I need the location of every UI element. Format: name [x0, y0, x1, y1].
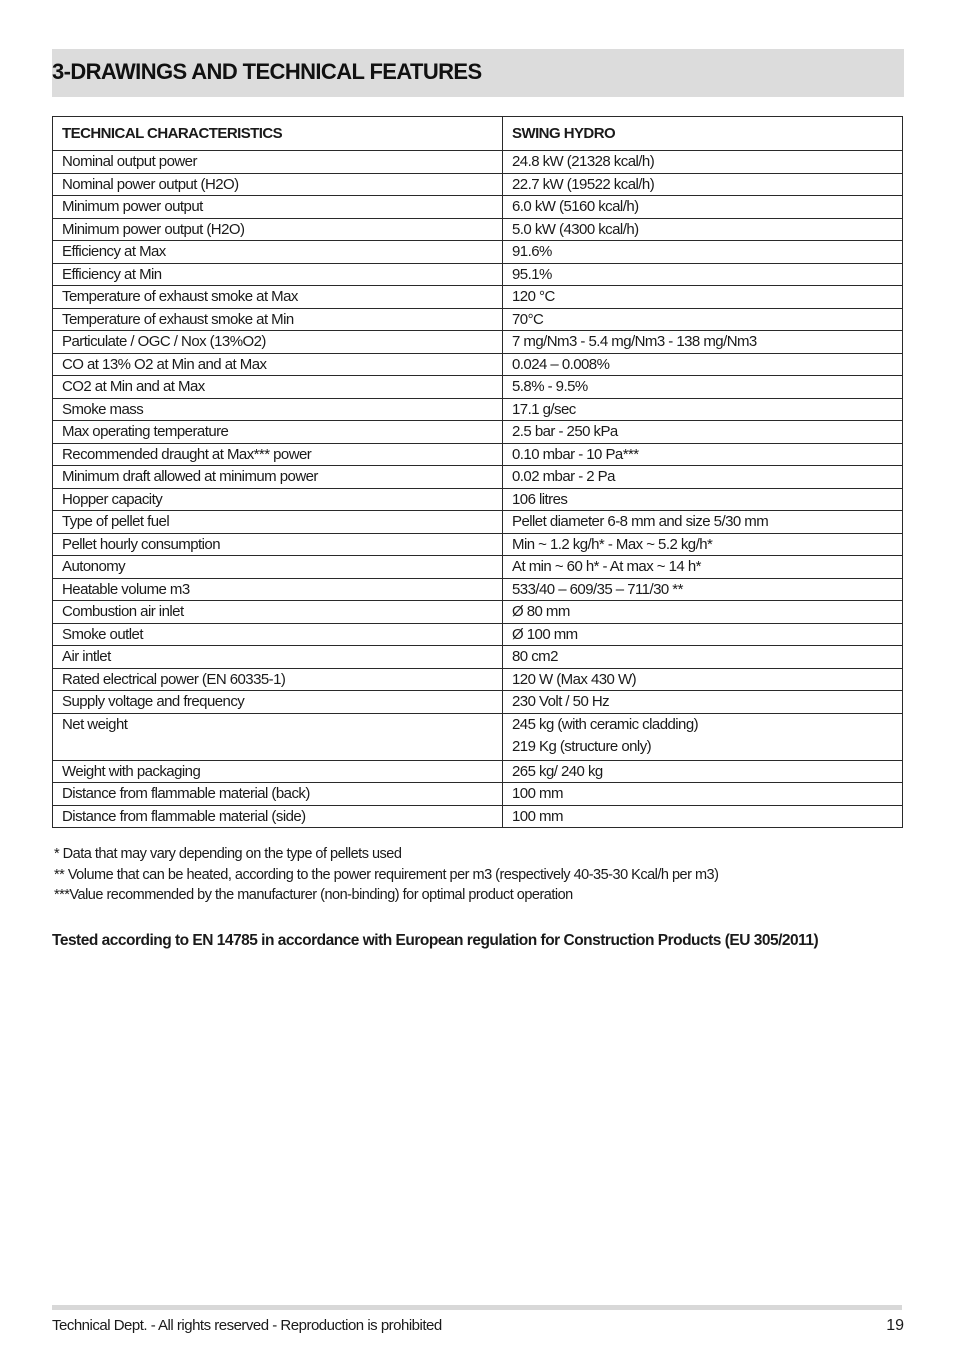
characteristic-label: CO at 13% O2 at Min and at Max [53, 353, 503, 376]
characteristic-value [503, 713, 903, 760]
section-title: 3-DRAWINGS AND TECHNICAL FEATURES [52, 59, 482, 84]
characteristic-label: Minimum power output [53, 196, 503, 219]
characteristic-value: Pellet diameter 6-8 mm and size 5/30 mm [503, 511, 903, 534]
characteristic-label: Minimum power output (H2O) [53, 218, 503, 241]
characteristic-value: Ø 80 mm [503, 601, 903, 624]
characteristic-value: 7 mg/Nm3 - 5.4 mg/Nm3 - 138 mg/Nm3 [503, 331, 903, 354]
characteristic-label: Temperature of exhaust smoke at Min [53, 308, 503, 331]
characteristic-label: Supply voltage and frequency [53, 691, 503, 714]
table-row [53, 331, 903, 354]
characteristic-value: 5.0 kW (4300 kcal/h) [503, 218, 903, 241]
technical-characteristics-table [52, 116, 903, 828]
table-row [53, 623, 903, 646]
characteristic-label: Weight with packaging [53, 760, 503, 783]
characteristic-label: Pellet hourly consumption [53, 533, 503, 556]
characteristic-value: 22.7 kW (19522 kcal/h) [503, 173, 903, 196]
characteristic-label: Max operating temperature [53, 421, 503, 444]
table-row [53, 713, 903, 760]
characteristic-label: Minimum draft allowed at minimum power [53, 466, 503, 489]
characteristic-label: Efficiency at Max [53, 241, 503, 264]
table-row [53, 646, 903, 669]
table-row [53, 173, 903, 196]
table-row [53, 376, 903, 399]
table-header-row [53, 117, 903, 151]
characteristic-value: 265 kg/ 240 kg [503, 760, 903, 783]
characteristic-value: 100 mm [503, 805, 903, 828]
table-row [53, 398, 903, 421]
characteristic-value: 0.024 – 0.008% [503, 353, 903, 376]
table-row [53, 556, 903, 579]
table-row [53, 760, 903, 783]
table-row [53, 578, 903, 601]
characteristic-value: 80 cm2 [503, 646, 903, 669]
footnote-pellet-data: * Data that may vary depending on the type of pellets used [54, 846, 402, 862]
characteristic-value: 2.5 bar - 250 kPa [503, 421, 903, 444]
table-row [53, 668, 903, 691]
table-row [53, 805, 903, 828]
characteristic-value: Min ~ 1.2 kg/h* - Max ~ 5.2 kg/h* [503, 533, 903, 556]
characteristic-label: Temperature of exhaust smoke at Max [53, 286, 503, 309]
table-body [53, 151, 903, 828]
table-row [53, 488, 903, 511]
characteristic-label: Distance from flammable material (side) [53, 805, 503, 828]
footnote-recommended-value: ***Value recommended by the manufacturer (non-binding) for optimal product operation [54, 887, 573, 903]
characteristic-value: 91.6% [503, 241, 903, 264]
table-row [53, 241, 903, 264]
characteristic-value: 5.8% - 9.5% [503, 376, 903, 399]
characteristic-value: 17.1 g/sec [503, 398, 903, 421]
value-line: 219 Kg (structure only) [512, 737, 652, 755]
characteristic-value: 95.1% [503, 263, 903, 286]
characteristic-value: 106 litres [503, 488, 903, 511]
table-row [53, 353, 903, 376]
characteristic-label: Nominal power output (H2O) [53, 173, 503, 196]
table-row [53, 218, 903, 241]
characteristic-label: Rated electrical power (EN 60335-1) [53, 668, 503, 691]
table-row [53, 421, 903, 444]
characteristic-label: Combustion air inlet [53, 601, 503, 624]
characteristic-value: Ø 100 mm [503, 623, 903, 646]
table-row [53, 196, 903, 219]
characteristic-label: Smoke outlet [53, 623, 503, 646]
tested-statement: Tested according to EN 14785 in accordance with European regulation for Construction Products (EU 305/2011) [52, 932, 819, 949]
table-row [53, 286, 903, 309]
table-row [53, 691, 903, 714]
characteristic-value: 6.0 kW (5160 kcal/h) [503, 196, 903, 219]
characteristic-label: Type of pellet fuel [53, 511, 503, 534]
table-row [53, 263, 903, 286]
section-header-band [52, 49, 904, 97]
value-line: 245 kg (with ceramic cladding) [512, 715, 699, 733]
footer-copyright: Technical Dept. - All rights reserved - Reproduction is prohibited [52, 1317, 442, 1334]
column-header-model: SWING HYDRO [503, 117, 903, 151]
table-row [53, 308, 903, 331]
footnote-heatable-volume: ** Volume that can be heated, according to the power requirement per m3 (respectively 40-35-30 Kcal/h per m3) [54, 867, 719, 883]
characteristic-label: Smoke mass [53, 398, 503, 421]
characteristic-value: 24.8 kW (21328 kcal/h) [503, 151, 903, 174]
table-row [53, 511, 903, 534]
characteristic-value: 120 °C [503, 286, 903, 309]
characteristic-label: Heatable volume m3 [53, 578, 503, 601]
characteristic-label: Hopper capacity [53, 488, 503, 511]
table-row [53, 443, 903, 466]
characteristic-label: Distance from flammable material (back) [53, 783, 503, 806]
characteristic-value: 230 Volt / 50 Hz [503, 691, 903, 714]
characteristic-label: Air intlet [53, 646, 503, 669]
characteristic-label: Net weight [53, 713, 503, 760]
characteristic-label: Nominal output power [53, 151, 503, 174]
table-row [53, 466, 903, 489]
characteristic-label: CO2 at Min and at Max [53, 376, 503, 399]
table-row [53, 151, 903, 174]
characteristic-value: 120 W (Max 430 W) [503, 668, 903, 691]
characteristic-value: 70°C [503, 308, 903, 331]
characteristic-value: 533/40 – 609/35 – 711/30 ** [503, 578, 903, 601]
characteristic-label: Particulate / OGC / Nox (13%O2) [53, 331, 503, 354]
page-number: 19 [886, 1317, 904, 1334]
footer-divider [52, 1305, 902, 1310]
table-row [53, 533, 903, 556]
characteristic-value: 0.02 mbar - 2 Pa [503, 466, 903, 489]
characteristic-value: 0.10 mbar - 10 Pa*** [503, 443, 903, 466]
table-row [53, 783, 903, 806]
characteristic-label: Recommended draught at Max*** power [53, 443, 503, 466]
table-row [53, 601, 903, 624]
characteristic-value: 100 mm [503, 783, 903, 806]
characteristic-label: Autonomy [53, 556, 503, 579]
characteristic-value: At min ~ 60 h* - At max ~ 14 h* [503, 556, 903, 579]
characteristic-label: Efficiency at Min [53, 263, 503, 286]
column-header-characteristics: TECHNICAL CHARACTERISTICS [53, 117, 503, 151]
